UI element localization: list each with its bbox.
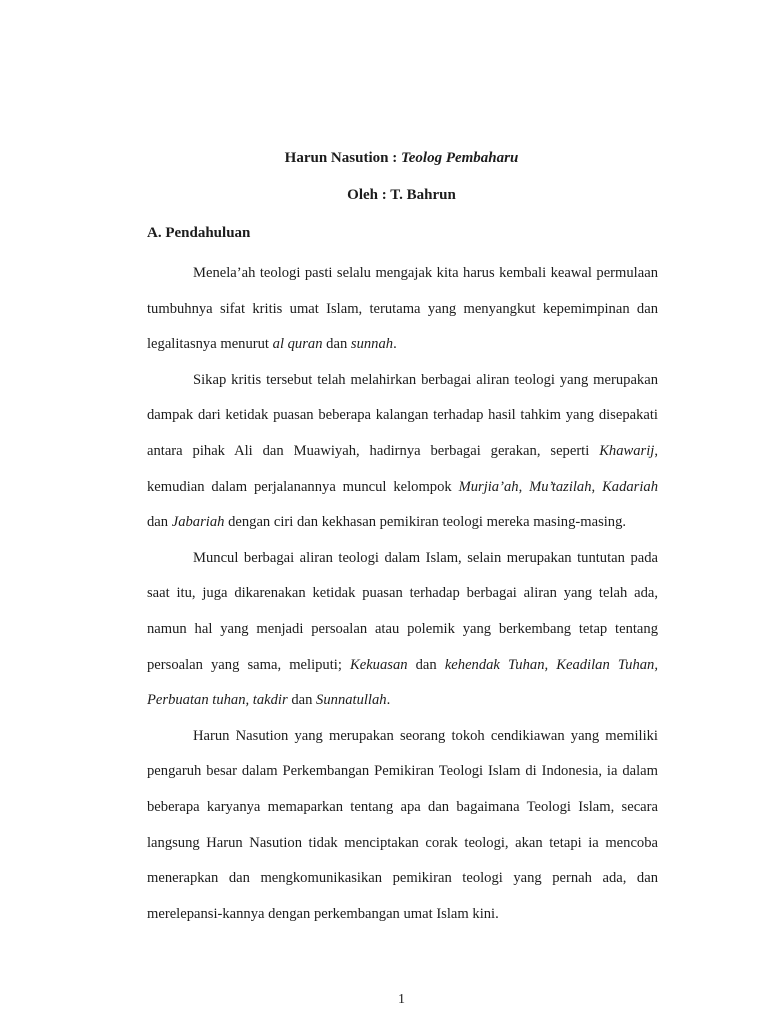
paragraph-text: , bbox=[518, 478, 530, 495]
body-text bbox=[147, 256, 658, 932]
paragraph-text: , bbox=[591, 478, 603, 495]
paragraph-text: Muncul berbagai aliran teologi dalam Islam, selain merupakan tuntutan pada saat itu, juga dikarenakan ketidak puasan terhadap berbagai aliran yang telah ada, namun hal yang menjadi persoalan atau polemik yang berkembang tetap tentang persoalan yang sama, meliputi; bbox=[147, 549, 658, 673]
italic-term: Khawarij bbox=[599, 442, 655, 459]
italic-term: Kekuasan bbox=[349, 656, 408, 673]
italic-term: Sunnatullah bbox=[316, 692, 387, 709]
paragraph-text: Menela’ah teologi pasti selalu mengajak kita harus kembali keawal permulaan tumbuhnya sifat kritis umat Islam, terutama yang menyangkut kepemimpinan dan legalitasnya menurut bbox=[147, 265, 658, 353]
paragraph-text: , kemudian dalam perjalanannya muncul kelompok bbox=[147, 442, 658, 495]
italic-term: Mu’tazilah bbox=[529, 478, 592, 495]
italic-term: sunnah bbox=[350, 336, 394, 353]
paragraph-3 bbox=[147, 541, 658, 719]
title-italic: Teolog Pembaharu bbox=[400, 150, 519, 166]
page-number: 1 bbox=[398, 992, 405, 1007]
paragraph-1 bbox=[147, 256, 658, 363]
section-heading: A. Pendahuluan bbox=[147, 225, 251, 241]
paragraph-text: dan bbox=[287, 692, 317, 709]
italic-term: kehendak Tuhan, Keadilan Tuhan, Perbuatan tuhan, takdir bbox=[147, 656, 658, 709]
italic-term: al quran bbox=[272, 336, 323, 353]
italic-term: Jabariah bbox=[171, 514, 225, 531]
paragraph-text: Harun Nasution yang merupakan seorang tokoh cendikiawan yang memiliki pengaruh besar dalam Perkembangan Pemikiran Teologi Islam di Indonesia, ia dalam beberapa karyanya memaparkan tentang apa dan bagaimana Teologi Islam, secara langsung Harun Nasution tidak menciptakan corak teologi, akan tetapi ia mencoba menerapkan dan mengkomunikasikan pemikiran teologi yang pernah ada, dan merelepansi-kannya dengan perkembangan umat Islam kini. bbox=[147, 727, 658, 922]
paragraph-4 bbox=[147, 719, 658, 933]
paragraph-2 bbox=[147, 363, 658, 541]
paragraph-text: dan bbox=[147, 514, 172, 531]
author-byline: Oleh : T. Bahrun bbox=[347, 187, 456, 203]
paragraph-text: dan bbox=[407, 656, 445, 673]
italic-term: Murjia’ah bbox=[458, 478, 519, 495]
paragraph-text: . bbox=[386, 692, 391, 709]
paragraph-text: . bbox=[393, 336, 397, 353]
italic-term: Kadariah bbox=[602, 478, 659, 495]
title-main: Harun Nasution : bbox=[284, 150, 401, 166]
document-title bbox=[0, 148, 768, 168]
paragraph-text: dan bbox=[322, 336, 351, 353]
paragraph-text: Sikap kritis tersebut telah melahirkan berbagai aliran teologi yang merupakan dampak dari ketidak puasan beberapa kalangan terhadap hasil tahkim yang disepakati antara pihak Ali dan Muawiyah, hadirnya berbagai gerakan, seperti bbox=[147, 371, 658, 459]
paragraph-text: dengan ciri dan kekhasan pemikiran teologi mereka masing-masing. bbox=[224, 514, 627, 531]
